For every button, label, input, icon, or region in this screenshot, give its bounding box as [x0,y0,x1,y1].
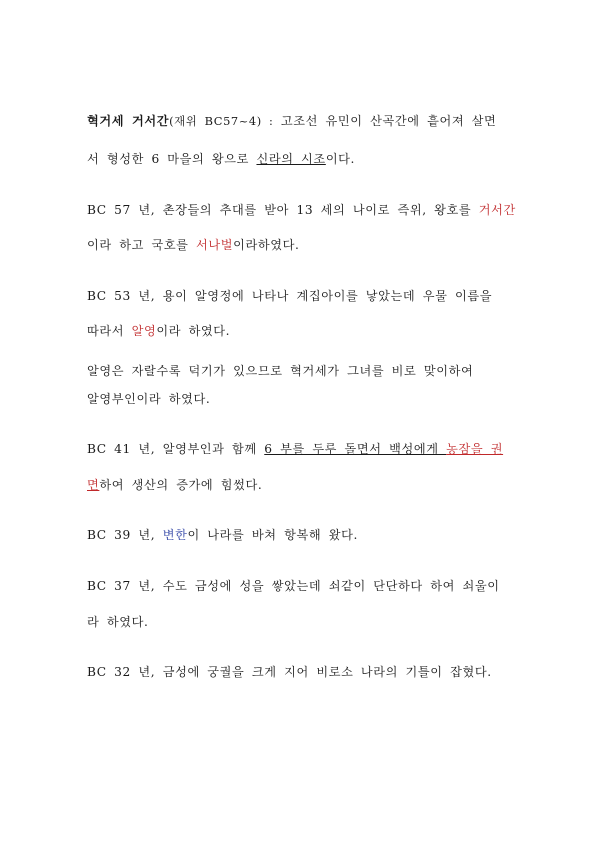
highlight-red: 알영 [131,324,157,338]
highlight-red: 서나벌 [196,238,234,252]
text-span: 금성에 궁궐을 크게 지어 비로소 나라의 기틀이 잡혔다. [155,665,492,679]
text-span: 알영부인과 함께 [155,442,265,456]
paragraph-line [87,322,230,339]
paragraph-line [87,526,358,543]
highlight-red-underlined: 농잠을 권 [446,442,504,456]
paragraph-line [87,201,516,218]
reign-note: (재위 BC57~4) : [169,114,274,128]
text-span: 하여 생산의 증가에 힘썼다. [99,478,263,492]
text-span: 촌장들의 추대를 받아 13 세의 나이로 즉위, 왕호를 [155,203,479,217]
highlight-blue: 변한 [162,528,188,542]
year-label: BC 32 년, [87,665,156,679]
heading-king-name: 혁거세 거서간 [87,114,170,128]
paragraph-line [87,112,496,129]
text-span: 알영부인이라 하였다. [87,392,211,406]
text-span: 이라하였다. [233,238,300,252]
paragraph-line [87,613,148,630]
year-label: BC 53 년, [87,289,156,303]
paragraph-line [87,663,492,680]
text-span: 이라 하고 국호를 [87,238,197,252]
paragraph-line [87,440,503,457]
text-span: 라 하였다. [87,615,149,629]
paragraph-line [87,287,492,304]
year-label: BC 41 년, [87,442,156,456]
text-span: 수도 금성에 성을 쌓았는데 쇠같이 단단하다 하여 쇠울이 [155,579,500,593]
paragraph-line [87,150,355,167]
text-span: 고조선 유민이 산곡간에 흩어져 살면 [273,114,497,128]
underlined-phrase: 6 부를 두루 돌면서 백성에게 [264,442,447,456]
paragraph-line [87,476,262,493]
text-span: 알영은 자랄수록 덕기가 있으므로 혁거세가 그녀를 비로 맞이하여 [87,364,474,378]
text-span: 이다. [325,152,356,166]
year-label: BC 39 년, [87,528,156,542]
text-span [155,528,162,542]
paragraph-line [87,236,300,253]
text-span: 이 나라를 바쳐 항복해 왔다. [187,528,358,542]
paragraph-line [87,577,500,594]
paragraph-line [87,362,473,379]
paragraph-line [87,390,210,407]
text-span: 용이 알영정에 나타나 계집아이를 낳았는데 우물 이름을 [155,289,493,303]
highlight-red-underlined: 면 [87,478,100,492]
highlight-red: 거서간 [478,203,516,217]
text-span: 이라 하였다. [156,324,231,338]
text-span: 서 형성한 6 마을의 왕으로 [87,152,257,166]
year-label: BC 37 년, [87,579,156,593]
text-span: 따라서 [87,324,132,338]
underlined-phrase: 신라의 시조 [256,152,326,166]
year-label: BC 57 년, [87,203,156,217]
